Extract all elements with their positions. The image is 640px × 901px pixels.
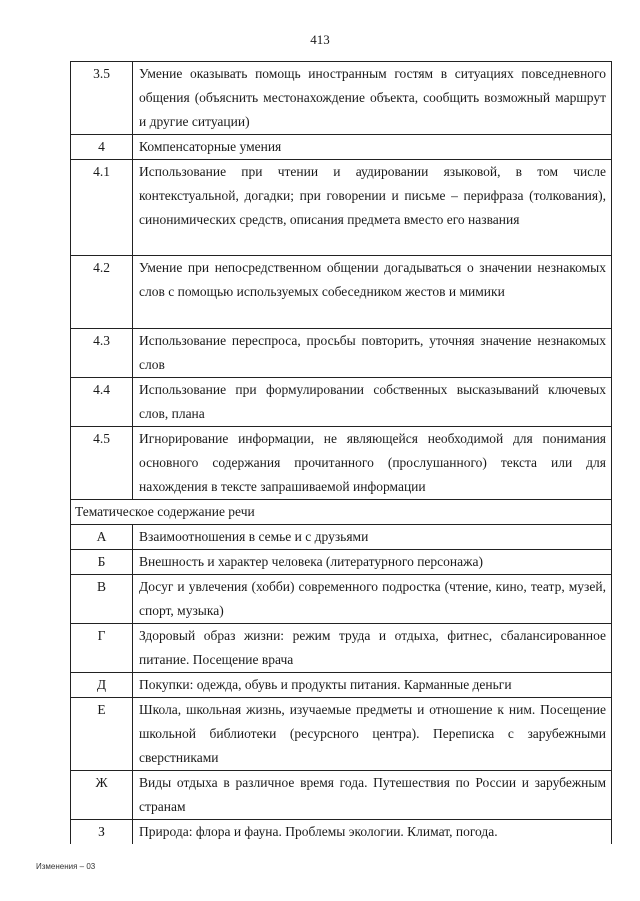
- row-number: 4.4: [71, 378, 133, 427]
- row-number: Г: [71, 624, 133, 673]
- table-row: [71, 256, 612, 329]
- table-row: [71, 378, 612, 427]
- row-text: Использование при формулировании собственных высказываний ключевых слов, плана: [133, 378, 612, 427]
- table-row: [71, 771, 612, 820]
- page-number: 413: [310, 32, 330, 47]
- table-row: [71, 525, 612, 550]
- row-number: З: [71, 820, 133, 845]
- row-text: Использование переспроса, просьбы повторить, уточняя значение незнакомых слов: [133, 329, 612, 378]
- row-text: Школа, школьная жизнь, изучаемые предметы и отношение к ним. Посещение школьной библиотеки (ресурсного центра). Переписка с зарубежными сверстниками: [133, 698, 612, 771]
- row-number: Е: [71, 698, 133, 771]
- row-text: Природа: флора и фауна. Проблемы экологии. Климат, погода.: [133, 820, 612, 845]
- table-row: [71, 698, 612, 771]
- row-text: Виды отдыха в различное время года. Путешествия по России и зарубежным странам: [133, 771, 612, 820]
- table-row: [71, 624, 612, 673]
- row-text: Покупки: одежда, обувь и продукты питания. Карманные деньги: [133, 673, 612, 698]
- section-title: Тематическое содержание речи: [71, 500, 612, 525]
- row-number: В: [71, 575, 133, 624]
- row-text: Умение при непосредственном общении догадываться о значении незнакомых слов с помощью используемых собеседником жестов и мимики: [133, 256, 612, 329]
- row-number: 4.2: [71, 256, 133, 329]
- table-row: [71, 575, 612, 624]
- table-row: [71, 820, 612, 845]
- row-number: А: [71, 525, 133, 550]
- table-row: [71, 160, 612, 256]
- row-number: Ж: [71, 771, 133, 820]
- row-number: Д: [71, 673, 133, 698]
- table-row: [71, 427, 612, 500]
- row-text: Компенсаторные умения: [133, 135, 612, 160]
- table-row: [71, 135, 612, 160]
- row-text: Умение оказывать помощь иностранным гостям в ситуациях повседневного общения (объяснить местонахождение объекта, сообщить возможный маршрут и другие ситуации): [133, 62, 612, 135]
- row-text: Досуг и увлечения (хобби) современного подростка (чтение, кино, театр, музей, спорт, музыка): [133, 575, 612, 624]
- row-text: Игнорирование информации, не являющейся необходимой для понимания основного содержания прочитанного (прослушанного) текста или для нахождения в тексте запрашиваемой информации: [133, 427, 612, 500]
- row-number: 4.5: [71, 427, 133, 500]
- curriculum-table: [70, 61, 612, 844]
- row-text: Здоровый образ жизни: режим труда и отдыха, фитнес, сбалансированное питание. Посещение врача: [133, 624, 612, 673]
- table-row: [71, 550, 612, 575]
- table-row: [71, 329, 612, 378]
- row-number: 4: [71, 135, 133, 160]
- table-row: [71, 62, 612, 135]
- row-text: Взаимоотношения в семье и с друзьями: [133, 525, 612, 550]
- row-number: Б: [71, 550, 133, 575]
- table-row: [71, 673, 612, 698]
- row-text: Внешность и характер человека (литературного персонажа): [133, 550, 612, 575]
- revision-footer: Изменения – 03: [36, 862, 96, 871]
- row-text: Использование при чтении и аудировании языковой, в том числе контекстуальной, догадки; при говорении и письме – перифраза (толкования), синонимических средств, описания предмета вместо его названия: [133, 160, 612, 256]
- row-number: 3.5: [71, 62, 133, 135]
- section-row: [71, 500, 612, 525]
- row-number: 4.1: [71, 160, 133, 256]
- row-number: 4.3: [71, 329, 133, 378]
